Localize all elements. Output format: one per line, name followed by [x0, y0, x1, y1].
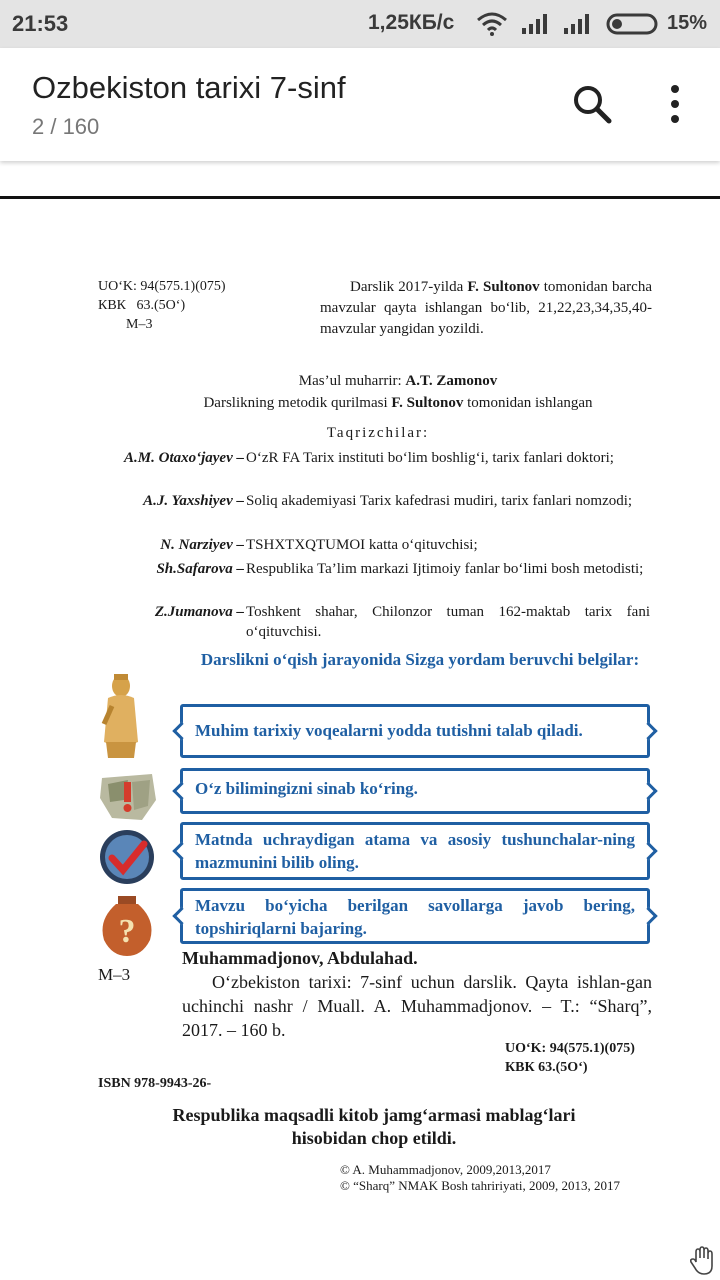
exclamation-stone-icon	[98, 770, 158, 824]
editor-name: A.T. Zamonov	[405, 373, 498, 389]
page-indicator: 2 / 160	[32, 114, 100, 139]
hand-tool-icon[interactable]	[690, 1246, 716, 1276]
sign-box-questions	[180, 888, 650, 944]
reviewer-desc: Toshkent shahar, Chilonzor tuman 162-maktab tarix fani o‘qituvchisi.	[246, 604, 650, 640]
svg-text:?: ?	[118, 913, 136, 950]
sign-text: Matnda uchraydigan atama va asosiy tushunchalar-ning mazmunini bilib oling.	[195, 830, 635, 872]
status-time: 21:53	[12, 11, 69, 36]
udk-line: КВК 63.(5O‘)	[98, 298, 186, 313]
signs-heading: Darslikni o‘qish jarayonida Sizga yordam beruvchi belgilar:	[200, 650, 640, 669]
question-vase-icon	[98, 894, 156, 958]
funding-note: Respublika maqsadli kitob jamg‘armasi mablag‘lari hisobidan chop etildi.	[172, 1105, 576, 1148]
sign-text: Mavzu bo‘yicha berilgan savollarga javob bering, topshiriqlarni bajaring.	[195, 896, 635, 938]
bibliographic-record	[182, 946, 652, 1042]
search-icon[interactable]	[570, 82, 614, 126]
reviewers-heading: Taqrizchilar:	[326, 425, 430, 441]
isbn: ISBN 978-9943-26-	[98, 1076, 212, 1091]
copyright: © A. Muhammadjonov, 2009,2013,2017 © “Sharq” NMAK Bosh tahririyati, 2009, 2013, 2017	[340, 1162, 620, 1193]
sign-box-remember	[180, 704, 650, 758]
reviewer-desc: O‘zR FA Tarix instituti bo‘lim boshlig‘i, tarix fanlari doktori;	[246, 450, 614, 466]
signal-icon-2	[562, 12, 592, 36]
sign-text: O‘z bilimingizni sinab ko‘ring.	[195, 779, 418, 798]
checkmark-emblem-icon	[98, 828, 156, 886]
more-vert-icon[interactable]	[660, 82, 690, 126]
reviewer-name: Sh.Safarova –	[156, 561, 244, 577]
udk-block-2: UO‘K: 94(575.1)(075) КВК 63.(5O‘)	[505, 1041, 635, 1075]
reviewer-desc: TSHXTXQTUMOI katta o‘qituvchisi;	[246, 537, 478, 553]
reviewer-name: A.J. Yaxshiyev –	[143, 493, 244, 509]
udk-line: UO‘K: 94(575.1)(075)	[98, 279, 226, 294]
status-bar	[0, 0, 720, 48]
battery-icon	[606, 12, 662, 36]
sign-box-test	[180, 768, 650, 814]
reviser-name: F. Sultonov	[467, 279, 540, 295]
reviewer-desc: Soliq akademiyasi Tarix kafedrasi mudiri, tarix fanlari nomzodi;	[246, 493, 633, 509]
reviewer-desc: Respublika Ta’lim markazi Ijtimoiy fanlar bo‘limi bosh metodisti;	[246, 561, 644, 577]
udk-block	[98, 277, 226, 334]
reviewer-name: Z.Jumanova –	[154, 604, 244, 620]
sign-text: Muhim tarixiy voqealarni yodda tutishni talab qiladi.	[195, 721, 583, 740]
revision-note: Darslik 2017-yilda F. Sultonov tomonidan barcha mavzular qayta ishlangan bo‘lib, 21,22,23,34,35,40-mavzular yangidan yozildi.	[320, 279, 652, 337]
signal-icon	[520, 12, 550, 36]
reviewer-name: N. Narziyev –	[160, 537, 244, 553]
editor-block: Mas’ul muharrir: A.T. Zamonov Darslikning metodik qurilmasi F. Sultonov tomonidan ishlangan	[203, 373, 593, 411]
biblio-code: M–3	[98, 965, 131, 984]
udk-line: M–3	[98, 317, 153, 332]
document-title: Ozbekiston tarixi 7-sinf	[32, 70, 346, 105]
status-network-speed: 1,25КБ/с	[368, 11, 455, 34]
reviewer-name: A.M. Otaxo‘jayev –	[124, 450, 244, 466]
wifi-icon	[476, 12, 508, 36]
biblio-text: O‘zbekiston tarixi: 7-sinf uchun darslik. Qayta ishlan-gan uchinchi nashr / Muall. A. Muhammadjonov. – T.: “Sharq”, 2017. – 160 b.	[182, 972, 652, 1040]
app-bar	[0, 48, 720, 161]
sign-box-terms	[180, 822, 650, 880]
battery-percent: 15%	[667, 12, 708, 34]
statue-icon	[98, 672, 144, 760]
biblio-author: Muhammadjonov, Abdulahad.	[182, 948, 418, 968]
page-top-rule	[0, 196, 720, 199]
